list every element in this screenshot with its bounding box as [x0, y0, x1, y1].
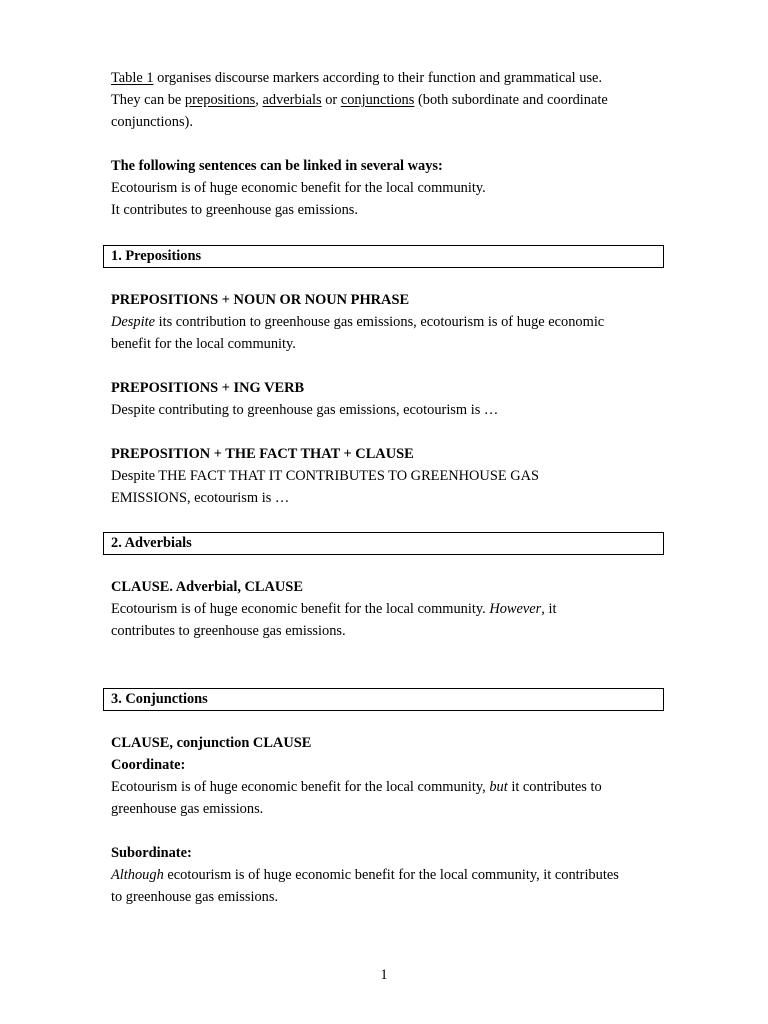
separator-or: or: [321, 92, 341, 108]
rule-heading: CLAUSE. Adverbial, CLAUSE: [111, 579, 303, 595]
adverbials-section: [111, 576, 671, 642]
rule-example-cont: to greenhouse gas emissions.: [111, 889, 279, 905]
example-text: Ecotourism is of huge economic benefit for the local community,: [111, 779, 490, 795]
page-number: 1: [380, 967, 388, 983]
conjunctions-section: [111, 732, 671, 908]
example-text: it contributes to: [507, 779, 602, 795]
italic-marker: Despite: [111, 314, 155, 330]
rule-example: [111, 598, 671, 620]
separator-comma: ,: [255, 92, 263, 108]
rule-example: Despite contributing to greenhouse gas emissions, ecotourism is …: [111, 402, 499, 418]
prepositions-rule-1: [111, 289, 671, 355]
rule-example: Despite THE FACT THAT IT CONTRIBUTES TO GREENHOUSE GAS: [111, 468, 540, 484]
italic-marker: but: [489, 779, 508, 795]
rule-example: [111, 776, 671, 798]
subordinate-label: Subordinate:: [111, 845, 192, 861]
rule-example: [111, 311, 671, 333]
section-conjunctions-title: 3. Conjunctions: [103, 688, 664, 711]
adverbials-link[interactable]: adverbials: [262, 92, 322, 108]
example-text: ecotourism is of huge economic benefit for the local community, it contributes: [163, 867, 619, 883]
prepositions-rule-2: [111, 377, 671, 421]
intro-line1-text: organises discourse markers according to their function and grammatical use.: [153, 70, 603, 86]
intro-line2-pre: They can be: [111, 92, 185, 108]
example-sentence-1: Ecotourism is of huge economic benefit for the local community.: [111, 180, 486, 196]
section-adverbials-title: 2. Adverbials: [103, 532, 664, 555]
conjunctions-link[interactable]: conjunctions: [340, 92, 415, 108]
rule-example: [111, 864, 671, 886]
example-text: , it: [541, 601, 557, 617]
intro-section: [111, 67, 671, 133]
coordinate-label: Coordinate:: [111, 757, 186, 773]
italic-marker: Although: [111, 867, 164, 883]
subordinate-block: [111, 842, 671, 908]
intro-paragraph: [111, 67, 671, 133]
example-sentence-2: It contributes to greenhouse gas emissions.: [111, 202, 358, 218]
intro-line2-rest: (both subordinate and coordinate: [414, 92, 608, 108]
prepositions-link[interactable]: prepositions: [184, 92, 256, 108]
intro-line3: conjunctions).: [111, 114, 193, 130]
example-block: [111, 155, 671, 221]
rule-heading: PREPOSITIONS + NOUN OR NOUN PHRASE: [111, 292, 410, 308]
italic-marker: However: [489, 601, 542, 617]
prepositions-rule-3: [111, 443, 671, 509]
rule-example-cont: greenhouse gas emissions.: [111, 801, 264, 817]
coordinate-block: [111, 732, 671, 820]
example-text: Ecotourism is of huge economic benefit for the local community.: [111, 601, 490, 617]
section-prepositions-title: 1. Prepositions: [103, 245, 664, 268]
example-heading: The following sentences can be linked in several ways:: [111, 158, 443, 174]
rule-example-cont: benefit for the local community.: [111, 336, 296, 352]
prepositions-section: [111, 289, 671, 509]
table-1-link[interactable]: Table 1: [111, 70, 154, 86]
example-text: its contribution to greenhouse gas emissions, ecotourism is of huge economic: [154, 314, 605, 330]
rule-heading: PREPOSITION + THE FACT THAT + CLAUSE: [111, 446, 414, 462]
rule-heading: PREPOSITIONS + ING VERB: [111, 380, 305, 396]
rule-example-cont: contributes to greenhouse gas emissions.: [111, 623, 346, 639]
rule-example-cont: EMISSIONS, ecotourism is …: [111, 490, 290, 506]
rule-heading: CLAUSE, conjunction CLAUSE: [111, 735, 312, 751]
